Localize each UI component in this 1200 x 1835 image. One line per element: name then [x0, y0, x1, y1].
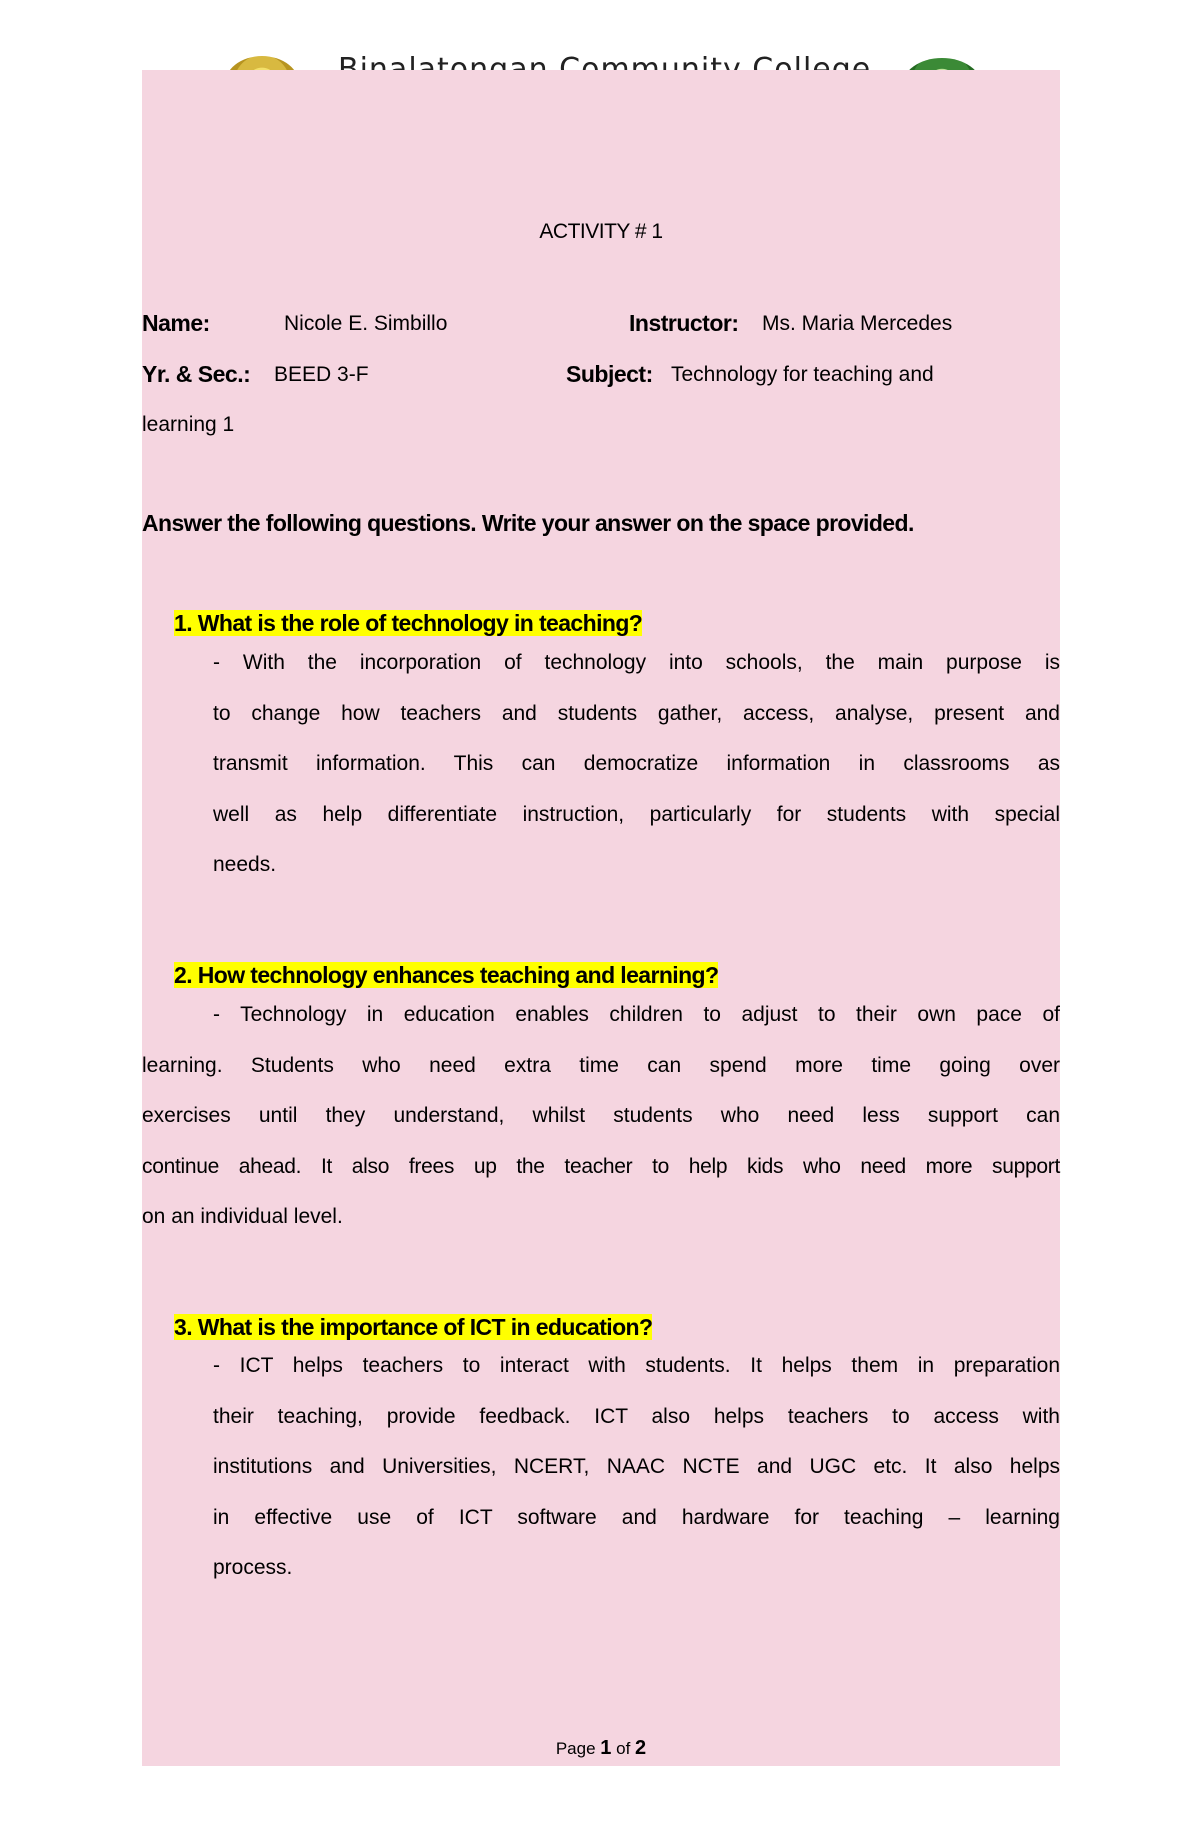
current-page-number: 1: [600, 1737, 612, 1759]
subject-label: Subject:: [566, 361, 653, 387]
answer-1-line: - With the incorporation of technology into schools, the main purpose is: [213, 651, 1060, 674]
instructor-value: Ms. Maria Mercedes: [762, 312, 953, 335]
total-pages-number: 2: [635, 1737, 647, 1759]
page-footer: [142, 1737, 1060, 1760]
question-3-text: 3. What is the importance of ICT in education?: [174, 1314, 653, 1340]
yr-sec-value: BEED 3-F: [274, 363, 369, 386]
question-1-text: 1. What is the role of technology in teaching?: [174, 610, 643, 636]
answer-2-line: on an individual level.: [142, 1205, 343, 1228]
page-word: Page: [555, 1739, 596, 1758]
answer-3-line: in effective use of ICT software and hardware for teaching – learning: [213, 1505, 1060, 1529]
instructions-text: Answer the following questions. Write your answer on the space provided.: [142, 510, 914, 536]
answer-3: [213, 1341, 1060, 1594]
activity-title: ACTIVITY # 1: [539, 220, 663, 243]
document-page: [142, 70, 1060, 1766]
answer-3-line: institutions and Universities, NCERT, NAAC NCTE and UGC etc. It also helps: [213, 1455, 1060, 1478]
name-label: Name:: [142, 310, 210, 336]
answer-2: [142, 990, 1060, 1243]
answer-1-line: to change how teachers and students gather, access, analyse, present and: [213, 701, 1060, 725]
question-3: [174, 1314, 652, 1341]
question-1: [174, 610, 642, 637]
answer-1-line: well as help differentiate instruction, particularly for students with special: [213, 802, 1060, 826]
answer-2-line: continue ahead. It also frees up the teacher to help kids who need more support: [142, 1154, 1060, 1178]
of-word: of: [616, 1739, 631, 1758]
answer-1: [213, 638, 1060, 891]
answer-2-line: exercises until they understand, whilst students who need less support can: [142, 1104, 1060, 1127]
document-header: [0, 0, 1200, 80]
yr-sec-label: Yr. & Sec.:: [142, 361, 251, 387]
answer-3-line: their teaching, provide feedback. ICT also helps teachers to access with: [213, 1404, 1060, 1428]
answer-1-line: transmit information. This can democratize information in classrooms as: [213, 752, 1060, 775]
subject-value-continued: learning 1: [142, 413, 235, 436]
answer-2-line: learning. Students who need extra time can spend more time going over: [142, 1053, 1060, 1077]
question-2: [174, 962, 718, 989]
answer-1-line: needs.: [213, 853, 277, 876]
answer-3-line: process.: [213, 1556, 293, 1579]
answer-3-line: - ICT helps teachers to interact with students. It helps them in preparation: [213, 1354, 1060, 1377]
instructor-label: Instructor:: [629, 310, 739, 336]
name-value: Nicole E. Simbillo: [284, 312, 448, 335]
subject-value: Technology for teaching and: [671, 363, 934, 386]
question-2-text: 2. How technology enhances teaching and learning?: [174, 962, 719, 988]
answer-2-line: - Technology in education enables children to adjust to their own pace of: [213, 1003, 1060, 1026]
